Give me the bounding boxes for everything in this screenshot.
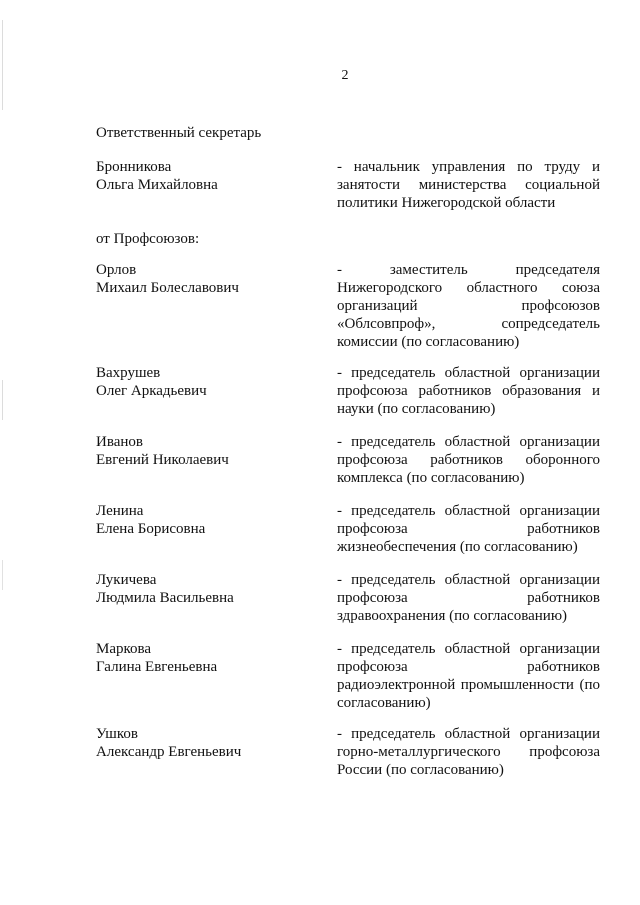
member-role-line: - председатель областной организации (337, 726, 600, 742)
member-last-name: Лукичева (96, 572, 157, 588)
member-role-line: - председатель областной организации (337, 434, 600, 450)
member-role (337, 502, 600, 556)
member-role-line: - председатель областной организации (337, 365, 600, 381)
member-role-line: комиссии (по согласованию) (337, 334, 520, 350)
scan-edge-mark (2, 380, 3, 420)
member-first-names: Александр Евгеньевич (96, 744, 242, 760)
section-heading-trade-unions: от Профсоюзов: (96, 231, 200, 247)
member-name (96, 433, 316, 469)
member-role-line: - председатель областной организации (337, 503, 600, 519)
member-first-names: Михаил Болеславович (96, 280, 239, 296)
scan-edge-mark (2, 560, 3, 590)
member-first-names: Ольга Михайловна (96, 177, 218, 193)
member-first-names: Олег Аркадьевич (96, 383, 207, 399)
member-role-line: профсоюза работников образования и (337, 383, 600, 399)
member-role-line: России (по согласованию) (337, 762, 504, 778)
member-name (96, 261, 316, 297)
member-role-line: - председатель областной организации (337, 572, 600, 588)
member-role-line: профсоюза работников (337, 659, 600, 675)
member-last-name: Ленина (96, 503, 144, 519)
member-role-line: радиоэлектронной промышленности (по (337, 677, 600, 693)
page-number: 2 (341, 68, 349, 83)
member-role-line: занятости министерства социальной (337, 177, 600, 193)
member-first-names: Елена Борисовна (96, 521, 206, 537)
scan-edge-mark (2, 20, 3, 110)
member-role (337, 364, 600, 418)
member-role (337, 571, 600, 625)
member-role-line: профсоюза работников (337, 590, 600, 606)
member-role-line: - председатель областной организации (337, 641, 600, 657)
member-last-name: Ушков (96, 726, 138, 742)
member-role-line: «Облсовпроф», сопредседатель (337, 316, 600, 332)
member-last-name: Вахрушев (96, 365, 161, 381)
member-role-line: здравоохранения (по согласованию) (337, 608, 568, 624)
member-role (337, 640, 600, 712)
member-role-line: горно-металлургического профсоюза (337, 744, 600, 760)
member-role (337, 725, 600, 779)
member-first-names: Евгений Николаевич (96, 452, 229, 468)
member-role-line: Нижегородского областного союза (337, 280, 600, 296)
member-role-line: согласованию) (337, 695, 431, 711)
member-role-line: организаций профсоюзов (337, 298, 600, 314)
member-first-names: Людмила Васильевна (96, 590, 234, 606)
member-role (337, 433, 600, 487)
member-name (96, 502, 316, 538)
member-role-line: комплекса (по согласованию) (337, 470, 525, 486)
member-name (96, 640, 316, 676)
member-last-name: Иванов (96, 434, 143, 450)
member-role-line: науки (по согласованию) (337, 401, 496, 417)
member-role (337, 261, 600, 351)
member-role-line: профсоюза работников оборонного (337, 452, 600, 468)
member-last-name: Маркова (96, 641, 152, 657)
section-heading-secretary: Ответственный секретарь (96, 125, 262, 141)
member-name (96, 571, 316, 607)
member-name (96, 364, 316, 400)
member-role-line: политики Нижегородской области (337, 195, 556, 211)
member-role-line: - начальник управления по труду и (337, 159, 600, 175)
member-name (96, 158, 316, 194)
member-last-name: Орлов (96, 262, 137, 278)
member-role (337, 158, 600, 212)
member-last-name: Бронникова (96, 159, 172, 175)
member-role-line: жизнеобеспечения (по согласованию) (337, 539, 578, 555)
member-role-line: профсоюза работников (337, 521, 600, 537)
member-first-names: Галина Евгеньевна (96, 659, 218, 675)
member-name (96, 725, 316, 761)
member-role-line: - заместитель председателя (337, 262, 600, 278)
